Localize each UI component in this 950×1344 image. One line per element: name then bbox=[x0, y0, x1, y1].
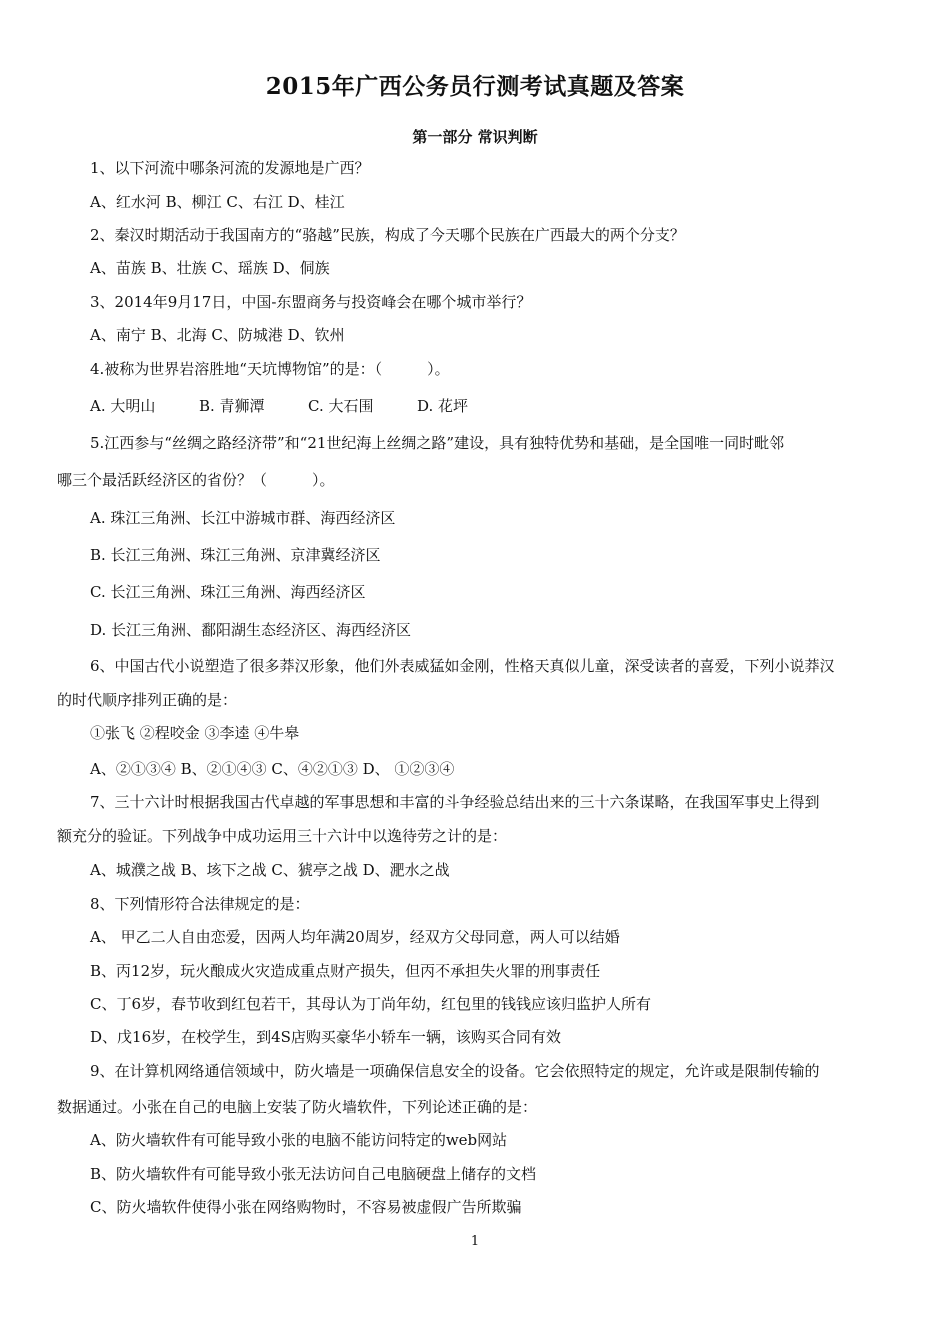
question-2-options: A、苗族 B、壮族 C、瑶族 D、侗族 bbox=[90, 259, 330, 277]
question-8-option-c: C、丁6岁，春节收到红包若干，其母认为丁尚年幼，红包里的钱钱应该归监护人所有 bbox=[90, 995, 652, 1013]
section-title: 第一部分 常识判断 bbox=[412, 128, 538, 146]
question-6-options: A、②①③④ B、②①④③ C、④②①③ D、 ①②③④ bbox=[90, 760, 455, 778]
question-8-option-b: B、丙12岁，玩火酿成火灾造成重点财产损失，但丙不承担失火罪的刑事责任 bbox=[90, 962, 601, 980]
question-6-items: ①张飞 ②程咬金 ③李逵 ④牛皋 bbox=[90, 724, 300, 742]
question-5-stem-line2: 哪三个最活跃经济区的省份？（ ）。 bbox=[57, 471, 335, 489]
question-9-option-b: B、防火墙软件有可能导致小张无法访问自己电脑硬盘上储存的文档 bbox=[90, 1165, 537, 1183]
page-number: 1 bbox=[470, 1234, 480, 1249]
question-4-option-d: D. 花坪 bbox=[417, 397, 469, 415]
question-5-option-b: B. 长江三角洲、珠江三角洲、京津冀经济区 bbox=[90, 546, 381, 564]
question-8-option-d: D、戊16岁，在校学生，到4S店购买豪华小轿车一辆，该购买合同有效 bbox=[90, 1028, 561, 1046]
question-4-option-b: B. 青狮潭 bbox=[199, 397, 265, 415]
question-1-stem: 1、以下河流中哪条河流的发源地是广西？ bbox=[90, 159, 370, 177]
question-1-options: A、红水河 B、柳江 C、右江 D、桂江 bbox=[90, 193, 345, 211]
question-9-option-a: A、防火墙软件有可能导致小张的电脑不能访问特定的web网站 bbox=[90, 1131, 508, 1149]
question-7-stem-line1: 7、三十六计时根据我国古代卓越的军事思想和丰富的斗争经验总结出来的三十六条谋略，在我国军事史上得到 bbox=[90, 793, 820, 811]
question-3-options: A、南宁 B、北海 C、防城港 D、钦州 bbox=[90, 326, 345, 344]
question-6-stem-line1: 6、中国古代小说塑造了很多莽汉形象，他们外表威猛如金刚，性格天真似儿童，深受读者的喜爱，下列小说莽汉 bbox=[90, 657, 835, 675]
question-9-stem-line2: 数据通过。小张在自己的电脑上安装了防火墙软件，下列论述正确的是： bbox=[57, 1098, 538, 1116]
question-5-option-d: D. 长江三角洲、鄱阳湖生态经济区、海西经济区 bbox=[90, 621, 412, 639]
question-5-stem-line1: 5.江西参与“丝绸之路经济带”和“21世纪海上丝绸之路”建设，具有独特优势和基础，是全国唯一同时毗邻 bbox=[90, 434, 785, 452]
question-5-option-a: A. 珠江三角洲、长江中游城市群、海西经济区 bbox=[90, 509, 396, 527]
question-7-options: A、城濮之战 B、垓下之战 C、猇亭之战 D、淝水之战 bbox=[90, 861, 450, 879]
document-title: 2015年广西公务员行测考试真题及答案 bbox=[265, 73, 685, 100]
question-8-option-a: A、 甲乙二人自由恋爱，因两人均年满20周岁，经双方父母同意，两人可以结婚 bbox=[90, 928, 620, 946]
question-4-option-c: C. 大石围 bbox=[308, 397, 374, 415]
question-2-stem: 2、秦汉时期活动于我国南方的“骆越”民族，构成了今天哪个民族在广西最大的两个分支？ bbox=[90, 226, 685, 244]
question-9-stem-line1: 9、在计算机网络通信领域中，防火墙是一项确保信息安全的设备。它会依照特定的规定，允许或是限制传输的 bbox=[90, 1062, 820, 1080]
question-4-stem: 4.被称为世界岩溶胜地“天坑博物馆”的是：（ ）。 bbox=[90, 360, 450, 378]
question-4-option-a: A. 大明山 bbox=[90, 397, 156, 415]
question-9-option-c: C、防火墙软件使得小张在网络购物时，不容易被虚假广告所欺骗 bbox=[90, 1198, 522, 1216]
question-8-stem: 8、下列情形符合法律规定的是： bbox=[90, 895, 310, 913]
question-3-stem: 3、2014年9月17日，中国-东盟商务与投资峰会在哪个城市举行？ bbox=[90, 293, 532, 311]
question-7-stem-line2: 额充分的验证。下列战争中成功运用三十六计中以逸待劳之计的是： bbox=[57, 827, 508, 845]
question-6-stem-line2: 的时代顺序排列正确的是： bbox=[57, 691, 238, 709]
question-5-option-c: C. 长江三角洲、珠江三角洲、海西经济区 bbox=[90, 583, 366, 601]
